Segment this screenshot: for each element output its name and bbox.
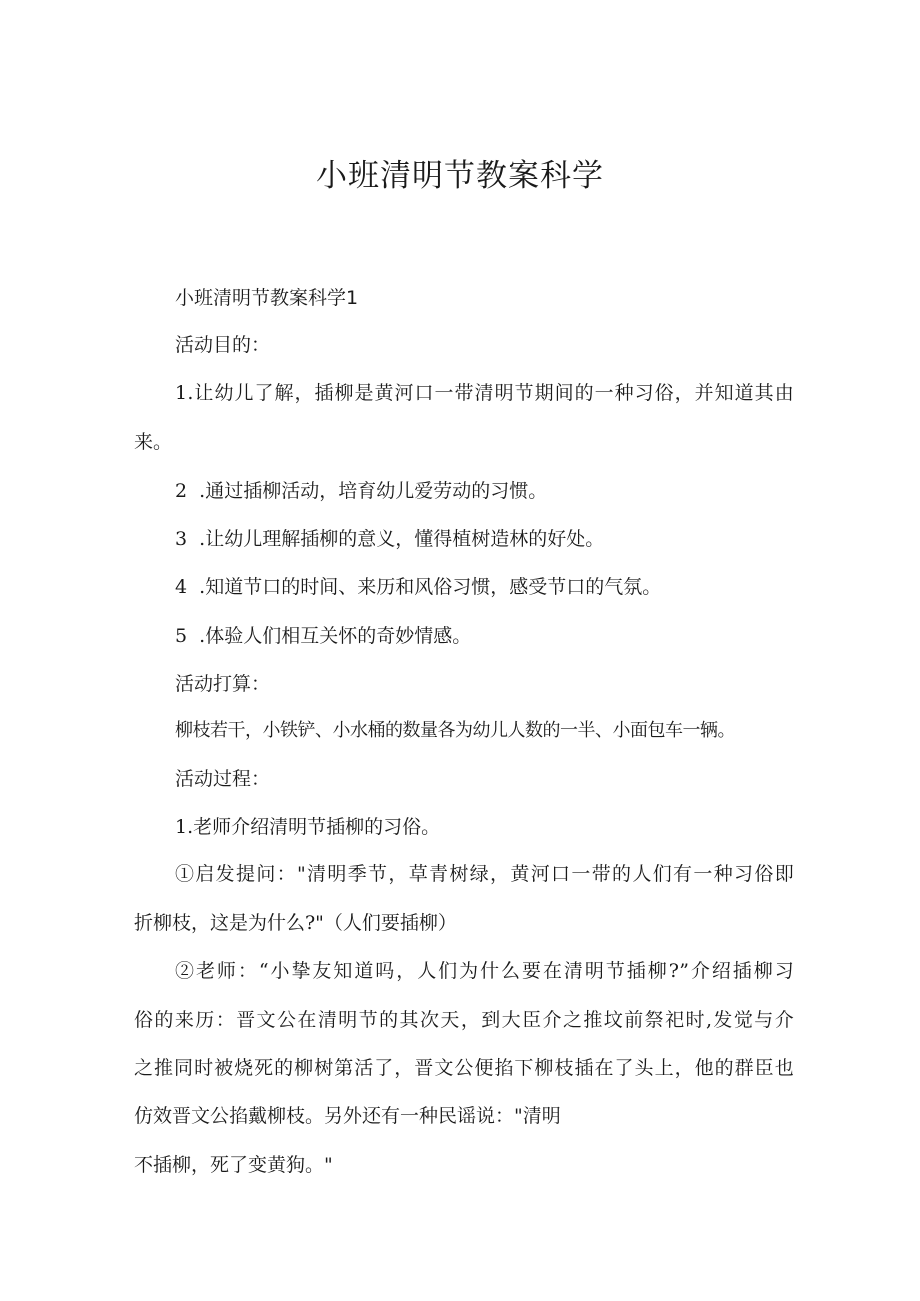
paragraph-line: 之推同时被烧死的柳树第活了，晋文公便掐下柳枝插在了头上，他的群臣也 [134,1057,794,1079]
list-item: 5 .体验人们相互关怀的奇妙情感。 [175,625,472,647]
paragraph-line: ①启发提问："清明季节，草青树绿，黄河口一带的人们有一种习俗即 [175,863,794,885]
paragraph-line: 不插柳，死了变黄狗。" [134,1154,333,1176]
paragraph-line: 活动打算： [175,673,271,695]
paragraph-line: 来。 [134,431,173,453]
list-item: 3 .让幼儿理解插柳的意义，懂得植树造林的好处。 [175,528,605,550]
paragraph-line: 仿效晋文公掐戴柳枝。另外还有一种民谣说："清明 [134,1105,561,1127]
document-title: 小班清明节教案科学 [316,158,604,194]
paragraph-line: 1.让幼儿了解，插柳是黄河口一带清明节期间的一种习俗，并知道其由 [175,382,794,404]
paragraph-line: 1.老师介绍清明节插柳的习俗。 [175,816,441,838]
paragraph-line: 活动目的： [175,334,271,356]
list-item: 4 .知道节口的时间、来历和风俗习惯，感受节口的气氛。 [175,576,662,598]
paragraph-line: ②老师：“小挚友知道吗，人们为什么要在清明节插柳?”介绍插柳习 [175,960,794,982]
list-item: 2 .通过插柳活动，培育幼儿爱劳动的习惯。 [175,480,548,502]
paragraph-line: 柳枝若干，小铁铲、小水桶的数量各为幼儿人数的一半、小面包车一辆。 [175,720,735,741]
paragraph-line: 俗的来历：晋文公在清明节的其次天，到大臣介之推坟前祭祀时,发觉与介 [134,1009,794,1031]
paragraph-line: 折柳枝，这是为什么?"（人们要插柳） [134,912,457,934]
section-heading: 小班清明节教案科学1 [175,287,359,309]
paragraph-line: 活动过程： [175,768,271,790]
